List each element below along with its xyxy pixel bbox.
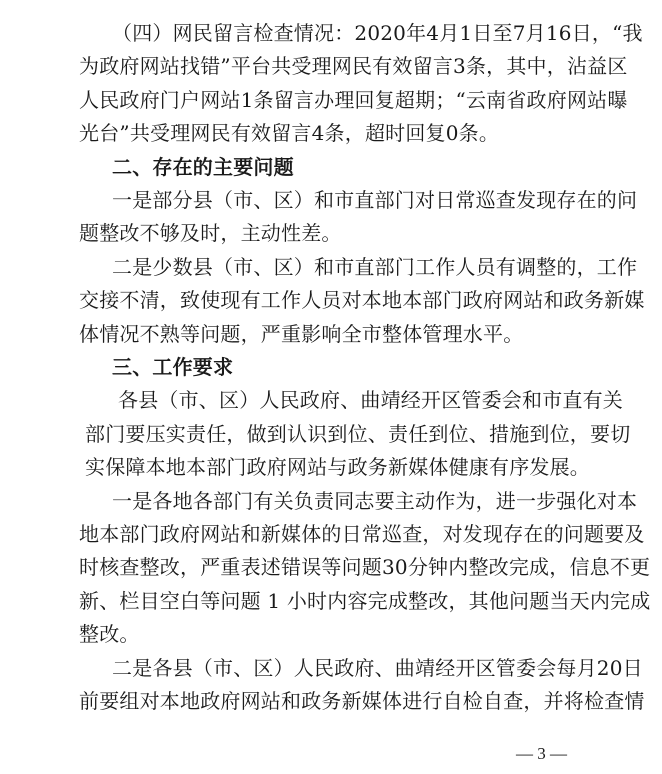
paragraph-line: 体情况不熟等问题，严重影响全市整体管理水平。 [79,322,524,346]
paragraph-line: （四）网民留言检查情况：2020年4月1日至7月16日，“我 [112,21,643,45]
paragraph-line: 整改。 [79,622,140,646]
paragraph-line: 为政府网站找错”平台共受理网民有效留言3条，其中，沾益区 [79,54,628,78]
paragraph-line: 各县（市、区）人民政府、曲靖经开区管委会和市直有关 [118,388,623,412]
paragraph-line: 新、栏目空白等问题 1 小时内容完成整改，其他问题当天内完成 [79,589,651,613]
paragraph-line: 人民政府门户网站1条留言办理回复超期；“云南省政府网站曝 [79,88,628,112]
paragraph-line: 一是各地各部门有关负责同志要主动作为，进一步强化对本 [112,489,638,513]
section-heading: 三、工作要求 [112,355,234,379]
paragraph-line: 实保障本地本部门政府网站与政务新媒体健康有序发展。 [85,455,590,479]
paragraph-line: 时核查整改，严重表述错误等问题30分钟内整改完成，信息不更 [79,555,651,579]
section-heading: 二、存在的主要问题 [112,155,294,179]
paragraph-line: 光台”共受理网民有效留言4条，超时回复0条。 [79,121,500,145]
paragraph-line: 二是各县（市、区）人民政府、曲靖经开区管委会每月20日 [112,656,643,680]
paragraph-line: 前要组对本地政府网站和政务新媒体进行自检自查，并将检查情 [79,689,645,713]
paragraph-line: 部门要压实责任，做到认识到位、责任到位、措施到位，要切 [85,422,631,446]
paragraph-line: 题整改不够及时，主动性差。 [79,221,342,245]
paragraph-line: 二是少数县（市、区）和市直部门工作人员有调整的，工作 [112,255,638,279]
paragraph-line: 交接不清，致使现有工作人员对本地本部门政府网站和政务新媒 [79,288,645,312]
page-number: — 3 — [516,744,567,763]
paragraph-line: 地本部门政府网站和新媒体的日常巡查，对发现存在的问题要及 [79,522,645,546]
paragraph-line: 一是部分县（市、区）和市直部门对日常巡查发现存在的问 [112,188,638,212]
